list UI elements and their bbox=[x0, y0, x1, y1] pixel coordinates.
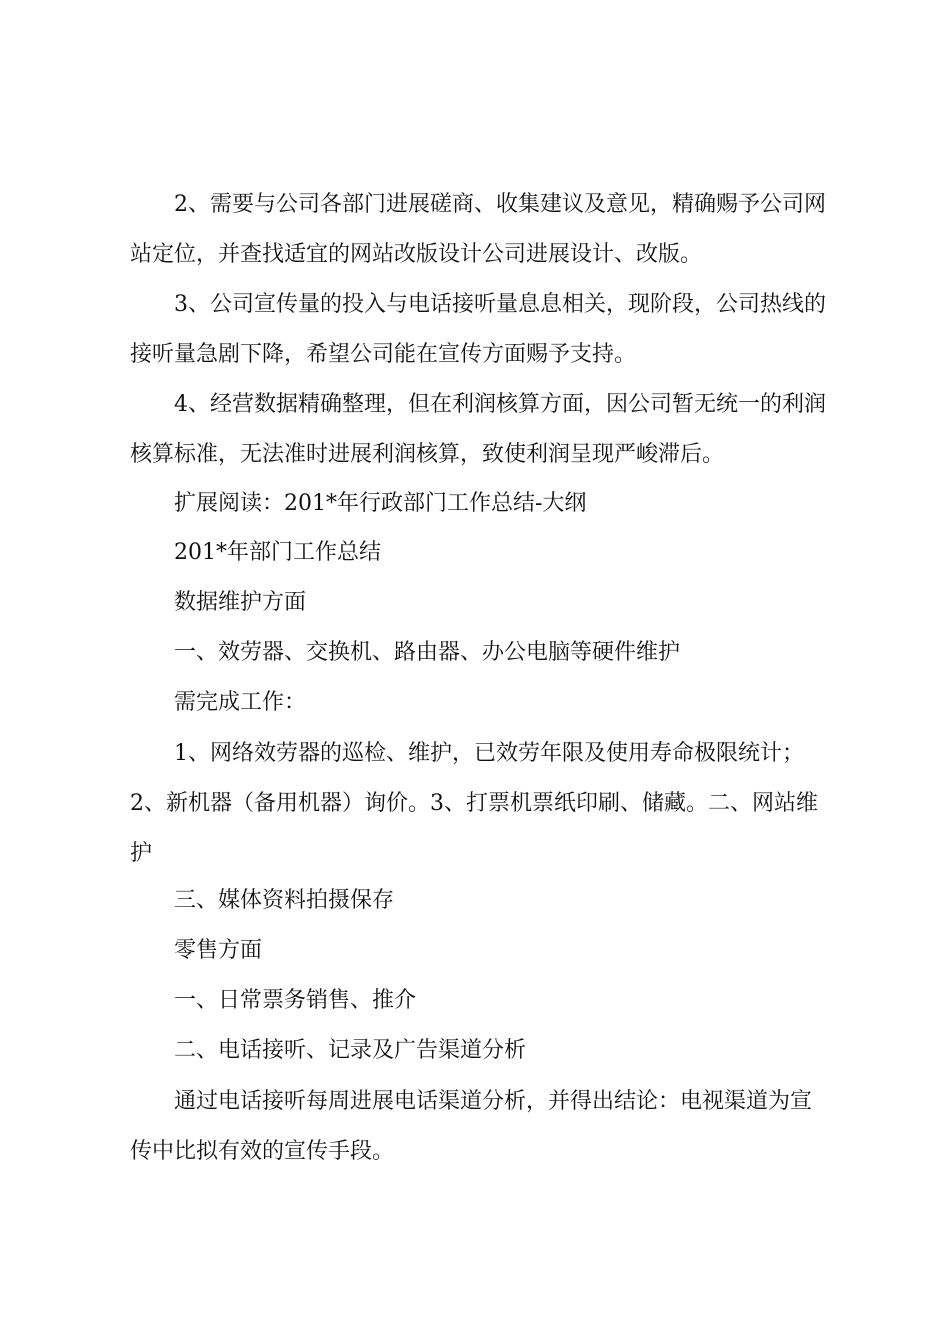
text-line: 核算标准，无法准时进展利润核算，致使利润呈现严峻滞后。 bbox=[130, 442, 725, 467]
text-line: 2、需要与公司各部门进展磋商、收集建议及意见，精确赐予公司网 bbox=[174, 192, 826, 217]
paragraph-4 bbox=[130, 380, 830, 480]
heading-tasks bbox=[130, 678, 830, 728]
text-line: 护 bbox=[130, 841, 153, 866]
text-line: 4、经营数据精确整理，但在利润核算方面，因公司暂无统一的利润 bbox=[174, 392, 826, 417]
paragraph-conclusion bbox=[130, 1077, 830, 1177]
item-media-materials bbox=[130, 876, 830, 926]
text-line: 传中比拟有效的宣传手段。 bbox=[130, 1139, 395, 1164]
text-line: 一、效劳器、交换机、路由器、办公电脑等硬件维护 bbox=[174, 640, 681, 665]
item-hardware-maintenance bbox=[130, 628, 830, 678]
paragraph-3 bbox=[130, 280, 830, 380]
paragraph-2 bbox=[130, 180, 830, 280]
item-phone-analysis bbox=[130, 1026, 830, 1076]
text-line: 扩展阅读：201*年行政部门工作总结-大纲 bbox=[174, 491, 587, 516]
heading-retail bbox=[130, 926, 830, 976]
text-line: 需完成工作： bbox=[174, 690, 307, 715]
text-line: 通过电话接听每周进展电话渠道分析，并得出结论：电视渠道为宣 bbox=[174, 1089, 813, 1114]
item-ticket-sales bbox=[130, 976, 830, 1026]
text-line: 二、电话接听、记录及广告渠道分析 bbox=[174, 1038, 527, 1063]
text-line: 1、网络效劳器的巡检、维护，已效劳年限及使用寿命极限统计； bbox=[174, 741, 804, 766]
section-title bbox=[130, 528, 830, 578]
text-line: 站定位，并查找适宜的网站改版设计公司进展设计、改版。 bbox=[130, 242, 703, 267]
text-line: 三、媒体资料拍摄保存 bbox=[174, 888, 395, 913]
paragraph-tasks-list bbox=[130, 729, 830, 879]
text-line: 201*年部门工作总结 bbox=[174, 540, 381, 565]
text-line: 接听量急剧下降，希望公司能在宣传方面赐予支持。 bbox=[130, 342, 637, 367]
text-line: 3、公司宣传量的投入与电话接听量息息相关，现阶段，公司热线的 bbox=[174, 292, 826, 317]
text-line: 数据维护方面 bbox=[174, 590, 307, 615]
text-line: 2、新机器（备用机器）询价。3、打票机票纸印刷、储藏。二、网站维 bbox=[130, 791, 818, 816]
heading-data-maintenance bbox=[130, 578, 830, 628]
extended-reading-line bbox=[130, 479, 830, 529]
text-line: 一、日常票务销售、推介 bbox=[174, 988, 417, 1013]
text-line: 零售方面 bbox=[174, 938, 263, 963]
